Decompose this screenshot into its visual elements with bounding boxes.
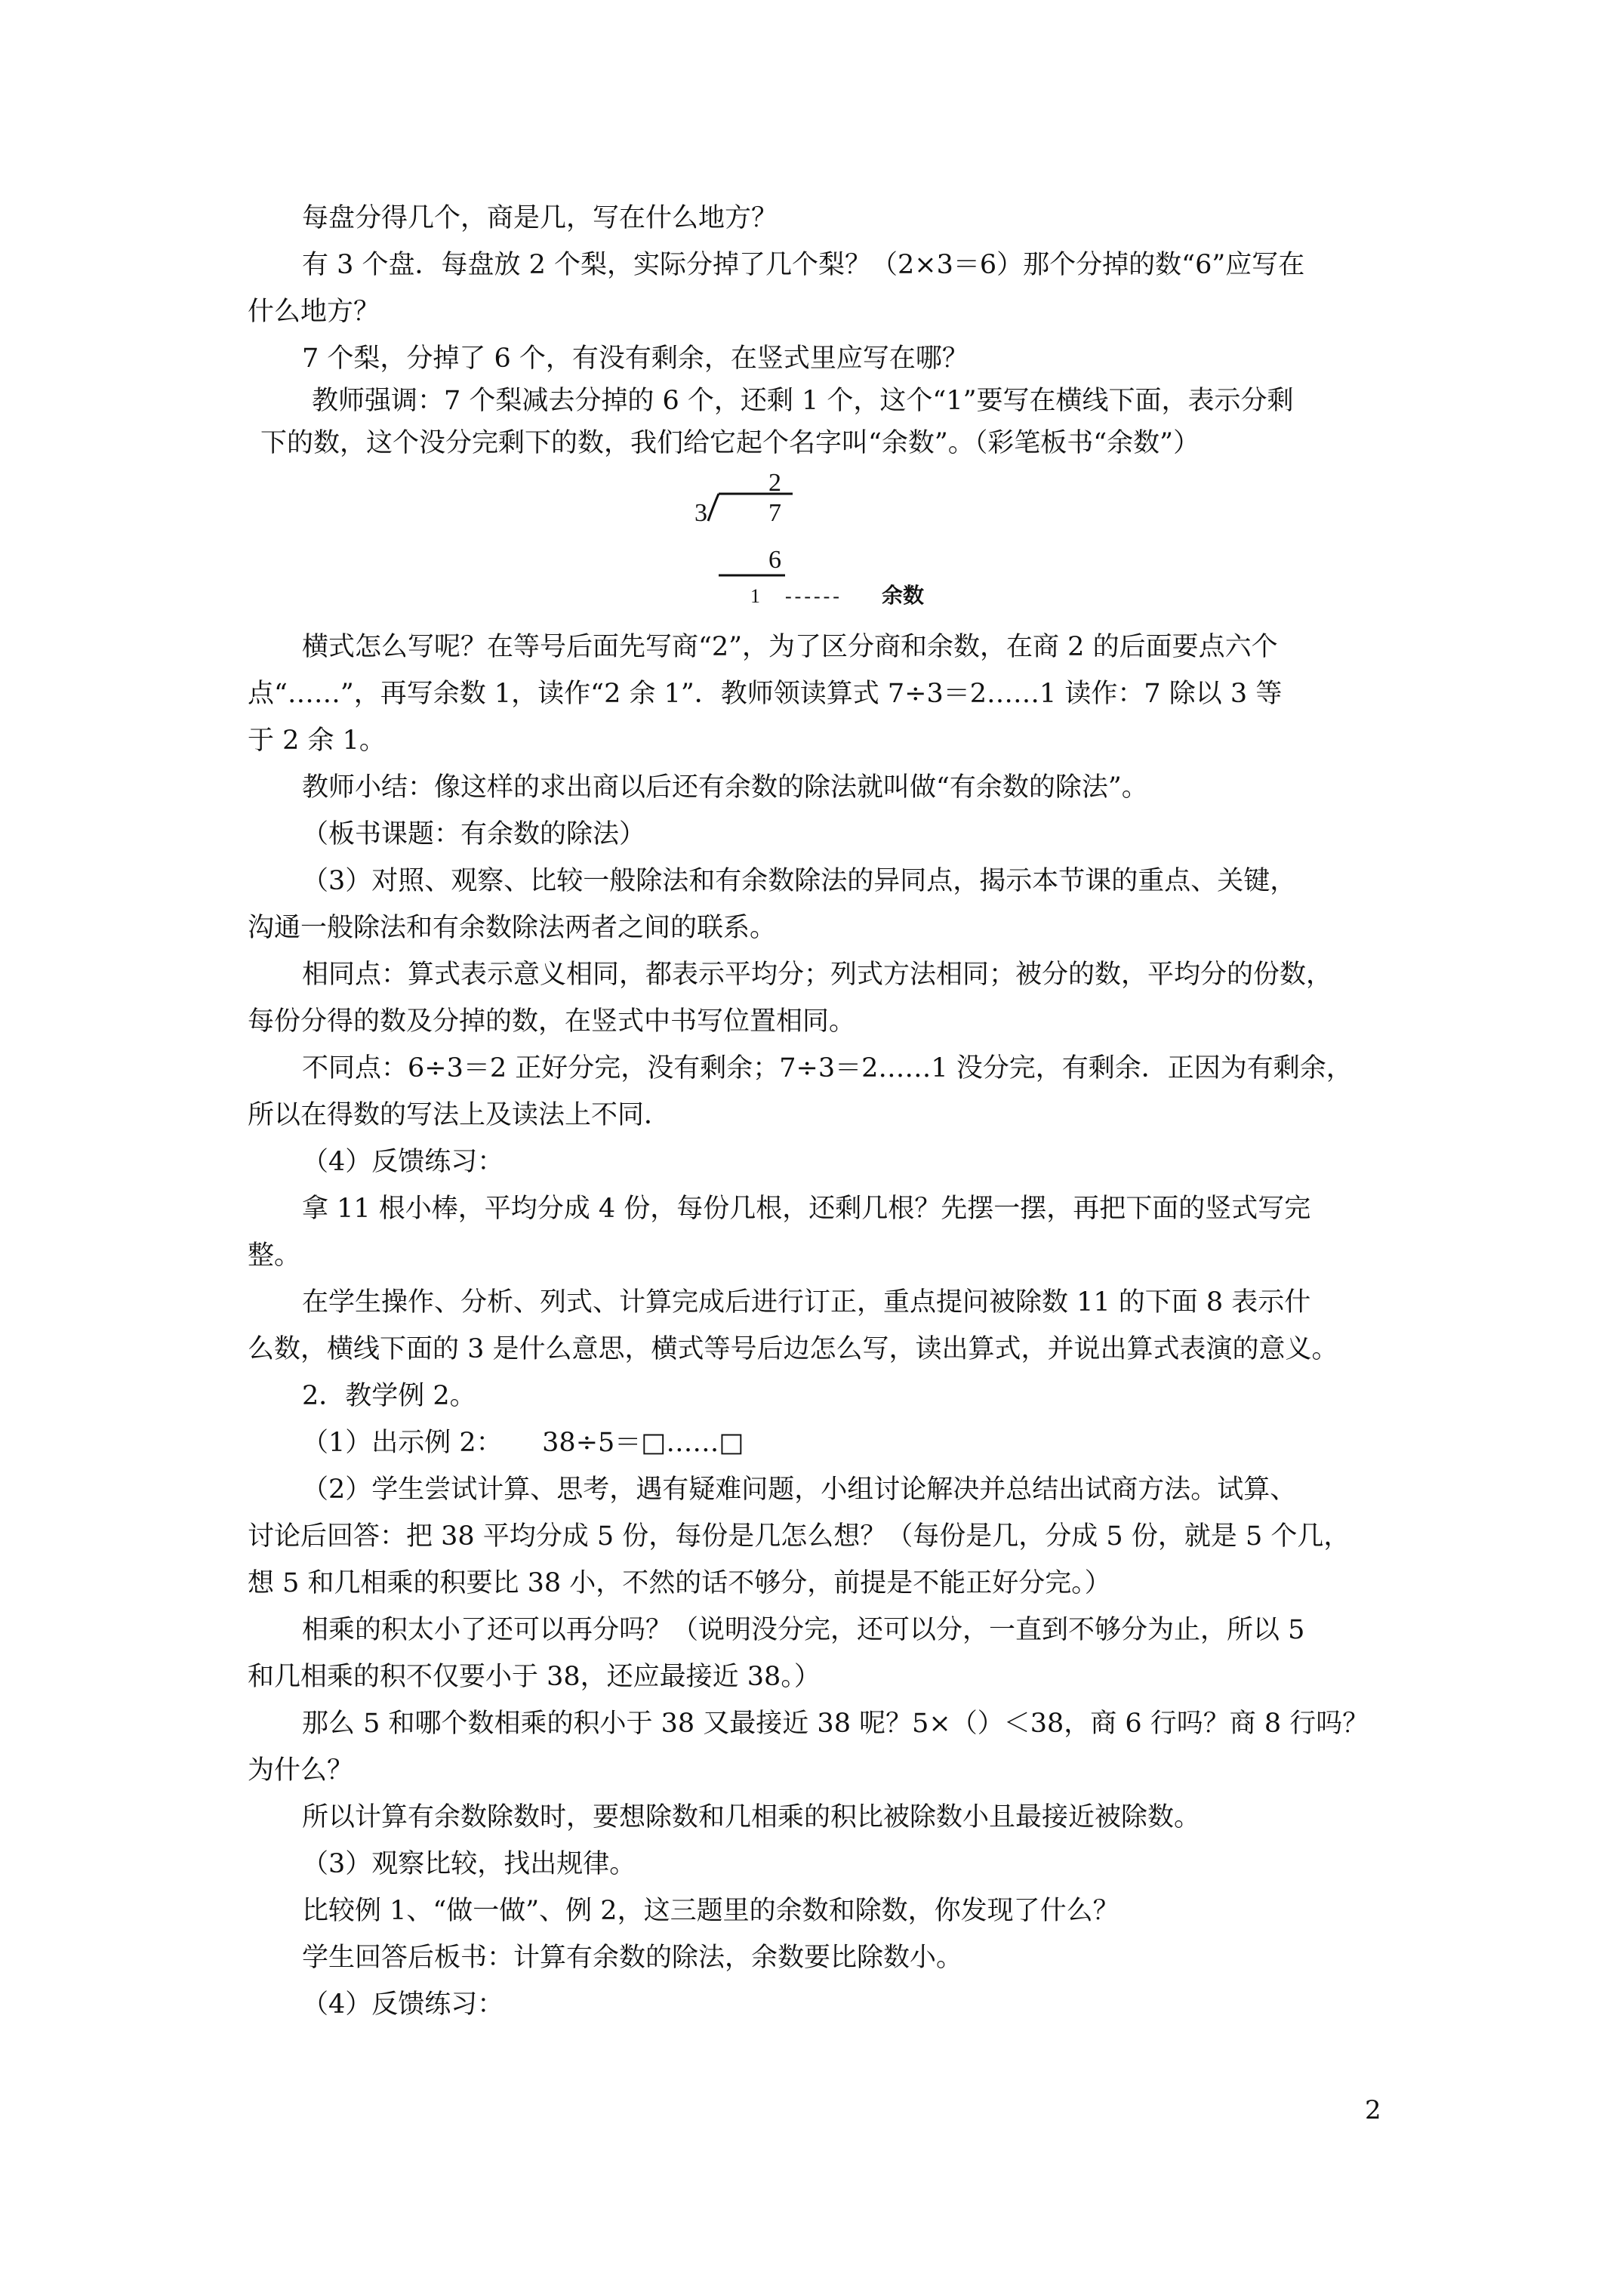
paragraph: 教师强调：7 个梨减去分掉的 6 个，还剩 1 个，这个“1”要写在横线下面，表示分剩: [312, 386, 1294, 416]
paragraph: （4）反馈练习：: [302, 1989, 504, 2020]
remainder: 1: [750, 585, 760, 607]
paragraph: 每盘分得几个，商是几，写在什么地方？: [302, 203, 778, 233]
paragraph-continuation: 每份分得的数及分掉的数，在竖式中书写位置相同。: [248, 1006, 856, 1037]
paragraph: 相乘的积太小了还可以再分吗？（说明没分完，还可以分，一直到不够分为止，所以 5: [302, 1615, 1305, 1645]
paragraph-continuation: 想 5 和几相乘的积要比 38 小，不然的话不够分，前提是不能正好分完。）: [248, 1568, 1111, 1598]
paragraph: （4）反馈练习：: [302, 1147, 504, 1177]
paragraph-continuation: 沟通一般除法和有余数除法两者之间的联系。: [248, 913, 777, 943]
paragraph: 不同点：6÷3＝2 正好分完，没有剩余；7÷3＝2……1 没分完，有剩余．正因为有剩余，: [302, 1053, 1353, 1083]
paragraph: 在学生操作、分析、列式、计算完成后进行订正，重点提问被除数 11 的下面 8 表示什: [302, 1287, 1311, 1318]
paragraph-continuation: 于 2 余 1。: [248, 726, 386, 756]
paragraph-continuation: 和几相乘的积不仅要小于 38，还应最接近 38。）: [248, 1662, 821, 1692]
paragraph-continuation: 什么地方？: [248, 297, 380, 327]
paragraph-continuation: 下的数，这个没分完剩下的数，我们给它起个名字叫“余数”。（彩笔板书“余数”）: [260, 428, 1200, 458]
long-division-figure: [679, 462, 1042, 613]
paragraph: （1）出示例 2： 38÷5＝□……□: [302, 1428, 744, 1458]
paragraph: 横式怎么写呢？在等号后面先写商“2”，为了区分商和余数，在商 2 的后面要点六个: [302, 632, 1278, 662]
remainder-label: 余数: [882, 583, 925, 608]
paragraph: 所以计算有余数除数时，要想除数和几相乘的积比被除数小且最接近被除数。: [302, 1802, 1201, 1832]
paragraph: （板书课题：有余数的除法）: [302, 819, 646, 849]
dividend: 7: [768, 499, 781, 527]
remainder-pointer: ------: [785, 585, 842, 607]
page-number: 2: [1365, 2095, 1381, 2125]
subtracted-product: 6: [768, 546, 781, 574]
paragraph: 教师小结：像这样的求出商以后还有余数的除法就叫做“有余数的除法”。: [302, 772, 1148, 803]
paragraph: 那么 5 和哪个数相乘的积小于 38 又最接近 38 呢？5×（）＜38，商 6 行吗？商 8 行吗？: [302, 1709, 1369, 1739]
paragraph: （3）对照、观察、比较一般除法和有余数除法的异同点，揭示本节课的重点、关键，: [302, 866, 1297, 896]
paragraph: （2）学生尝试计算、思考，遇有疑难问题，小组讨论解决并总结出试商方法。试算、: [302, 1475, 1297, 1505]
divisor: 3: [694, 499, 707, 527]
division-bracket: [708, 494, 719, 521]
quotient: 2: [768, 469, 781, 497]
paragraph: 相同点：算式表示意义相同，都表示平均分；列式方法相同；被分的数，平均分的份数，: [302, 960, 1333, 990]
paragraph-continuation: 整。: [248, 1240, 301, 1271]
paragraph-continuation: 么数，横线下面的 3 是什么意思，横式等号后边怎么写，读出算式，并说出算式表演的意义。: [248, 1334, 1338, 1364]
paragraph: 有 3 个盘．每盘放 2 个梨，实际分掉了几个梨？（2×3＝6）那个分掉的数“6”应写在: [302, 250, 1305, 280]
paragraph-continuation: 所以在得数的写法上及读法上不同．: [248, 1100, 671, 1130]
paragraph-continuation: 点“……”，再写余数 1，读作“2 余 1”．教师领读算式 7÷3＝2……1 读作：7 除以 3 等: [248, 679, 1283, 709]
paragraph: 7 个梨，分掉了 6 个，有没有剩余，在竖式里应写在哪？: [302, 344, 969, 374]
paragraph-continuation: 为什么？: [248, 1755, 354, 1786]
paragraph: （3）观察比较，找出规律。: [302, 1849, 636, 1879]
paragraph: 学生回答后板书：计算有余数的除法，余数要比除数小。: [302, 1943, 963, 1973]
paragraph: 2．教学例 2。: [302, 1381, 476, 1411]
paragraph: 拿 11 根小棒，平均分成 4 份，每份几根，还剩几根？先摆一摆，再把下面的竖式写完: [302, 1194, 1311, 1224]
paragraph: 比较例 1、“做一做”、例 2，这三题里的余数和除数，你发现了什么？: [302, 1896, 1119, 1926]
paragraph-continuation: 讨论后回答：把 38 平均分成 5 份，每份是几怎么想？（每份是几，分成 5 份，就是 5 个几，: [248, 1521, 1350, 1552]
